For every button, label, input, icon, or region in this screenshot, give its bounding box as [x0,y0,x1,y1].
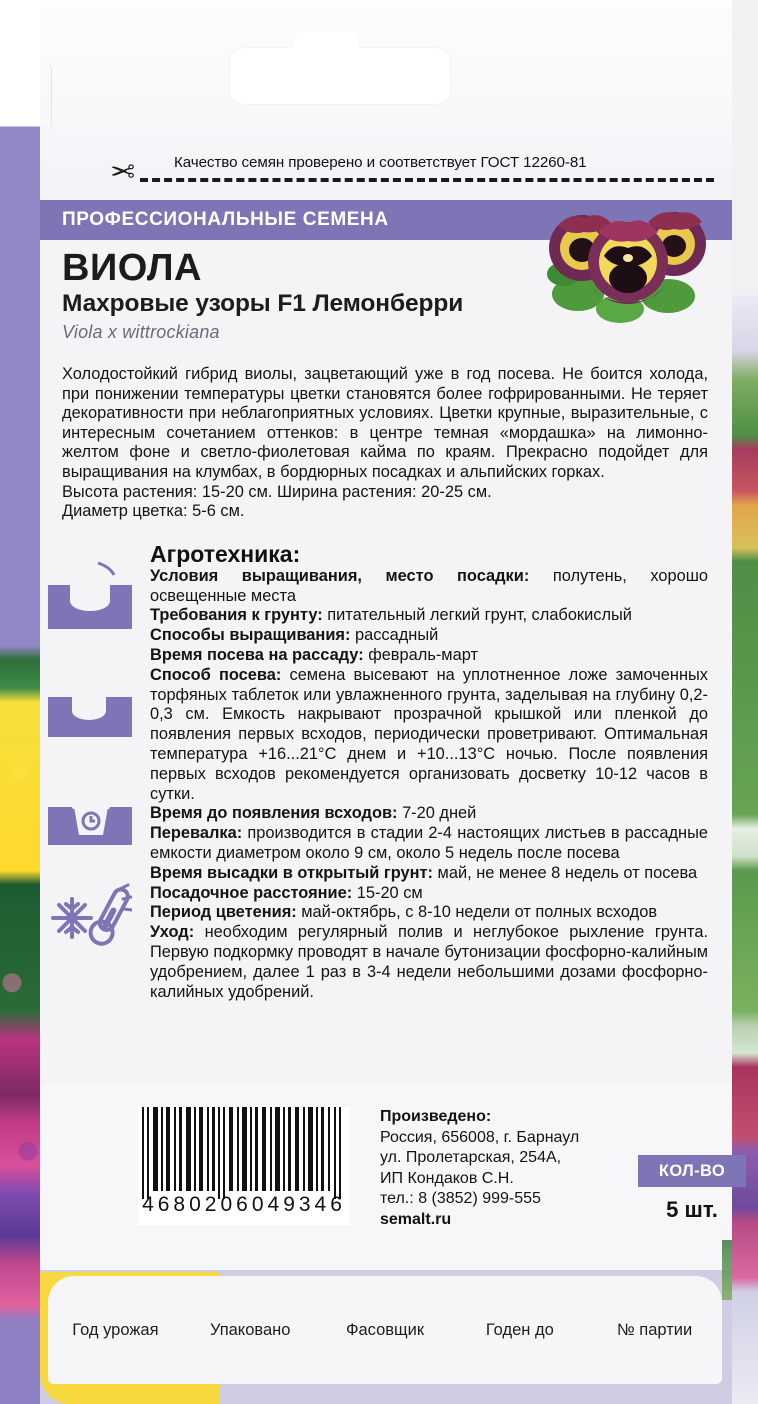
footer-field-packed: Упаковано [209,1320,291,1339]
bottom-info-bar [40,1085,732,1270]
agro-item [150,646,708,666]
agro-item [150,824,708,864]
left-photo-strip [0,0,40,1404]
planting-seedling-icon [48,663,132,737]
packet-card [40,0,732,1404]
footer-field-harvest-year: Год урожая [72,1320,159,1339]
agro-title: Агротехника: [150,541,301,567]
agro-item-label: Время посева на рассаду: [150,645,364,664]
sowing-seeds-icon [48,555,132,629]
description-block [62,365,708,522]
agro-icon-column [48,555,140,987]
agro-item [150,804,708,824]
agro-item [150,606,708,626]
agro-item [150,923,708,1002]
scissors-icon: ✂ [110,156,136,189]
hang-tab-notch [40,62,52,132]
producer-website[interactable]: semalt.ru [380,1210,452,1228]
agro-item [150,903,708,923]
agro-item-value: 7-20 дней [397,804,477,823]
description-paragraph: Холодостойкий гибрид виолы, зацветающий уже в год посева. Не боится холода, при понижении температуры цветки становятся более гофрированными. Не теряет декоративности при неблагоприятных условиях. Цветки крупные, выразительные, с интересным сочетанием оттенков: в центре темная «мордашка» на лимонно-желтом фоне и светло-фиолетовая кайма по краям. Прекрасно подойдет для выращивания на клумбах, в бордюрных посадках и альпийских горках. [62,365,708,481]
agro-item-value: производится в стадии 2-4 настоящих листьев в рассадные емкости диаметром около 9 см, около 5 недель после посева [150,824,708,862]
agro-item-value: питательный легкий грунт, слабокислый [322,606,632,625]
agro-item-label: Перевалка: [150,824,243,843]
quantity-label-badge: КОЛ-ВО [638,1155,746,1187]
agro-item-label: Уход: [150,923,195,942]
agro-item-value: необходим регулярный полив и неглубокое рыхление грунта. Первую подкормку проводят в начале бутонизации фосфорно-калийным удобрением, далее 1 раз в 3-4 недели небольшими дозами фосфорно-калийных удобрений. [150,923,708,1001]
agro-item-label: Условия выращивания, место посадки: [150,566,530,585]
gost-text: Качество семян проверено и соответствует ГОСТ 12260-81 [174,154,587,171]
right-photo-image [732,0,758,1404]
footer-field-best-before: Годен до [485,1320,554,1339]
hang-hole [230,48,450,104]
quantity-value: 5 шт. [666,1197,718,1222]
cut-dashed-line [140,178,714,182]
agro-item-label: Время до появления всходов: [150,804,398,823]
agro-item [150,666,708,805]
pot-timer-icon [48,771,132,845]
agro-item [150,567,708,607]
footer-field-batch-number: № партии [616,1320,693,1339]
agro-item-value: полутень, хорошо освещенные места [150,566,708,605]
professional-seeds-banner [40,200,732,240]
latin-name: Viola x wittrockiana [62,322,220,342]
agro-item-value: рассадный [350,626,439,645]
variety-name: Махровые узоры F1 Лемонберри [62,290,464,317]
gost-cut-row [40,150,732,198]
agro-item-label: Время высадки в открытый грунт: [150,863,433,882]
barcode-bars [138,1107,350,1199]
agro-text-column [150,541,709,1002]
left-photo-image [0,0,40,1404]
flower-diameter-line: Диаметр цветка: 5-6 см. [62,502,245,521]
agro-item [150,884,708,904]
agro-item-value: семена высевают на уплотненное ложе замоченных торфяных таблеток или увлажненного грунта, заделывая на глубину 0,2-0,3 см. Емкость накрывают прозрачной крышкой или пленкой до появления первых всходов, периодически проветривают. Оптимальная температура +16...21°C днем и +10...13°C ночью. После появления первых всходов рекомендуется организовать досветку 10-12 часов в сутки. [150,665,709,803]
agro-item-label: Способы выращивания: [150,626,351,645]
title-block [62,248,612,343]
barcode-digits: 4680206049346 [142,1193,346,1216]
agro-item-label: Период цветения: [150,903,297,922]
producer-phone: тел.: 8 (3852) 999-555 [380,1190,541,1207]
snowflake-thermometer-icon [48,879,132,953]
agro-item [150,626,708,646]
right-photo-strip [732,0,758,1404]
producer-line-3: ИП Кондаков С.Н. [380,1169,514,1187]
footer-fields-row [48,1276,722,1384]
agro-item-value: май, не менее 8 недель от посева [433,863,698,882]
barcode [138,1107,350,1225]
producer-line-2: ул. Пролетарская, 254А, [380,1149,562,1166]
agro-item-label: Требования к грунту: [150,606,323,625]
bottom-right-photo-remnant [722,1240,732,1300]
agro-item-value: 15-20 см [352,883,423,902]
producer-block [380,1107,630,1230]
agro-item [150,864,708,884]
agro-item-label: Посадочное расстояние: [150,883,353,902]
agro-item-label: Способ посева: [150,665,282,684]
agro-item-value: февраль-март [363,645,478,664]
page-title: ВИОЛА [62,247,202,289]
producer-heading: Произведено: [380,1108,492,1125]
banner-label: ПРОФЕССИОНАЛЬНЫЕ СЕМЕНА [62,209,389,230]
agro-item-value: май-октябрь, с 8-10 недели от полных всходов [296,903,658,922]
plant-height-line: Высота растения: 15-20 см. Ширина растения: 20-25 см. [62,482,492,501]
producer-line-1: Россия, 656008, г. Барнаул [380,1128,580,1146]
footer-field-packer: Фасовщик [345,1320,425,1339]
